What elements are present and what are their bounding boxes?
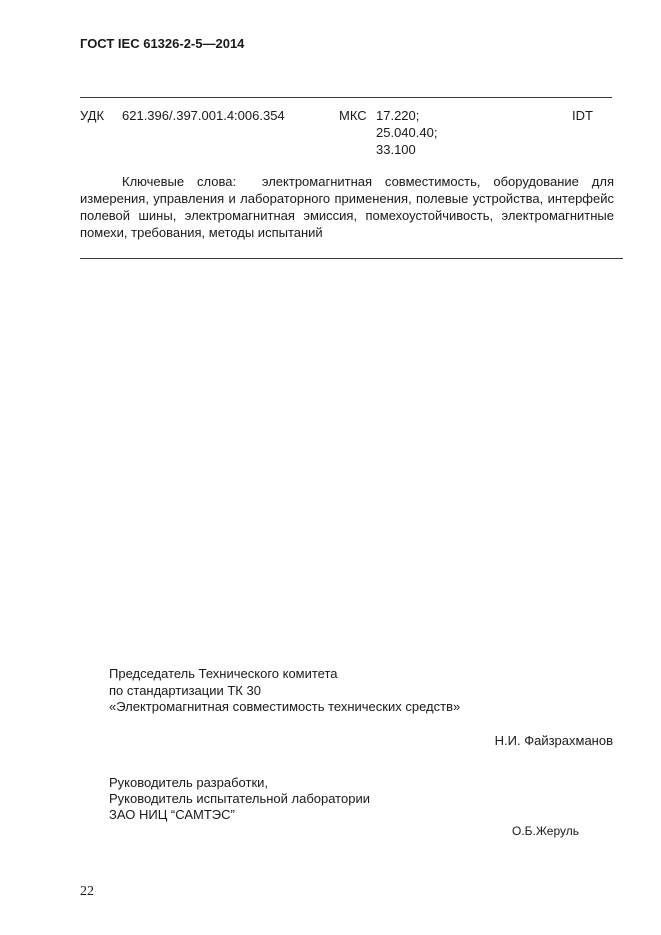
mks-label: МКС bbox=[339, 108, 367, 123]
lead-name: О.Б.Жеруль bbox=[512, 824, 580, 838]
chair-name: Н.И. Файзрахманов bbox=[494, 733, 613, 748]
document-code: ГОСТ IEC 61326-2-5—2014 bbox=[80, 36, 245, 51]
lead-title-line-1: Руководитель разработки, bbox=[109, 775, 269, 790]
lead-title-line-2: Руководитель испытательной лаборатории bbox=[109, 791, 370, 806]
page-number: 22 bbox=[80, 884, 94, 899]
chair-title-line-1: Председатель Технического комитета bbox=[109, 666, 338, 681]
bottom-divider bbox=[80, 258, 623, 259]
mks-value-3: 33.100 bbox=[376, 142, 416, 157]
chair-title-line-3: «Электромагнитная совместимость технических средств» bbox=[109, 699, 461, 714]
keywords-paragraph bbox=[80, 173, 614, 241]
mks-value-1: 17.220; bbox=[376, 108, 420, 123]
equivalence-degree: IDT bbox=[572, 108, 593, 123]
udk-label: УДК bbox=[80, 108, 105, 123]
top-divider bbox=[80, 97, 612, 98]
chair-title-line-2: по стандартизации ТК 30 bbox=[109, 683, 261, 698]
lead-title-line-3: ЗАО НИЦ “САМТЭС” bbox=[109, 807, 235, 822]
mks-value-2: 25.040.40; bbox=[376, 125, 438, 140]
udk-value: 621.396/.397.001.4:006.354 bbox=[122, 108, 285, 123]
keywords-label: Ключевые слова: bbox=[122, 174, 237, 189]
keywords-text: электромагнитная совместимость, оборудование для измерения, управления и лабораторного применения, полевые устройства, интерфейс полевой шины, электромагнитная эмиссия, помехоустойчивость, электромагнитные помехи, требования, методы испытаний bbox=[80, 174, 614, 240]
